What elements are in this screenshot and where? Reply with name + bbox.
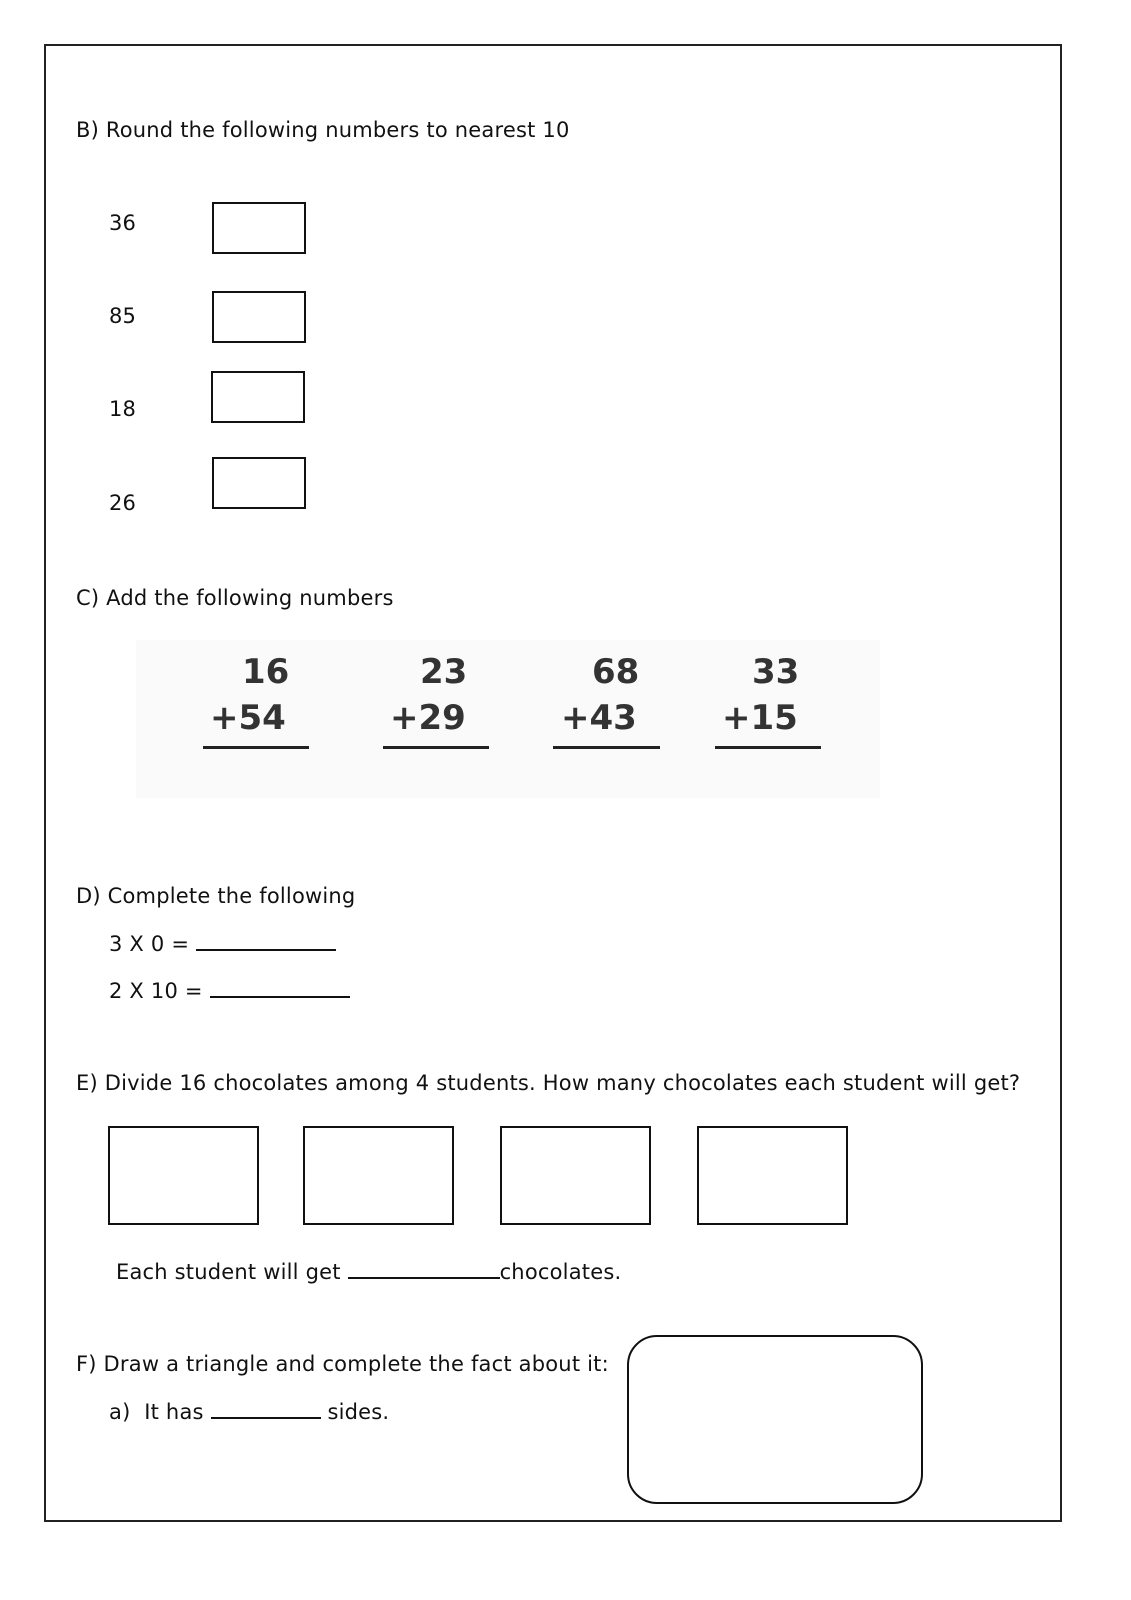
addend-bottom-3: +43 — [561, 698, 637, 738]
addend-top-2: 23 — [420, 652, 468, 692]
addend-bottom-2: +29 — [390, 698, 466, 738]
round-number-2: 85 — [109, 304, 137, 328]
triangle-fact-line — [109, 1397, 389, 1425]
multiplication-question-1: 3 X 0 = — [109, 932, 190, 956]
triangle-drawing-area[interactable] — [627, 1335, 923, 1504]
division-answer-prefix: Each student will get — [116, 1260, 341, 1284]
multiplication-blank-1[interactable] — [196, 929, 336, 951]
addend-bottom-4: +15 — [722, 698, 798, 738]
round-answer-box-2[interactable] — [212, 291, 306, 343]
answer-line-4[interactable] — [715, 746, 821, 749]
section-d-heading: D) Complete the following — [76, 884, 356, 908]
student-box-3[interactable] — [500, 1126, 651, 1225]
round-number-1: 36 — [109, 211, 137, 235]
answer-line-2[interactable] — [383, 746, 489, 749]
round-answer-box-3[interactable] — [211, 371, 305, 423]
answer-line-1[interactable] — [203, 746, 309, 749]
round-answer-box-4[interactable] — [212, 457, 306, 509]
division-answer-blank[interactable] — [348, 1257, 500, 1279]
triangle-fact-label: a) — [109, 1400, 131, 1424]
addend-top-3: 68 — [592, 652, 640, 692]
section-e-heading: E) Divide 16 chocolates among 4 students. How many chocolates each student will get? — [76, 1071, 1021, 1095]
section-b-heading: B) Round the following numbers to nearest 10 — [76, 118, 570, 142]
multiplication-question-2: 2 X 10 = — [109, 979, 203, 1003]
triangle-sides-blank[interactable] — [211, 1397, 321, 1419]
round-number-3: 18 — [109, 397, 137, 421]
multiplication-line-2 — [109, 976, 350, 1004]
triangle-fact-suffix: sides. — [327, 1400, 390, 1424]
addend-top-4: 33 — [752, 652, 800, 692]
division-answer-sentence — [116, 1257, 621, 1285]
round-number-4: 26 — [109, 491, 137, 515]
division-answer-suffix: chocolates. — [499, 1260, 622, 1284]
student-box-4[interactable] — [697, 1126, 848, 1225]
multiplication-blank-2[interactable] — [210, 976, 350, 998]
round-answer-box-1[interactable] — [212, 202, 306, 254]
section-c-heading: C) Add the following numbers — [76, 586, 394, 610]
addend-top-1: 16 — [242, 652, 290, 692]
student-box-1[interactable] — [108, 1126, 259, 1225]
addend-bottom-1: +54 — [210, 698, 286, 738]
student-box-2[interactable] — [303, 1126, 454, 1225]
triangle-fact-prefix: It has — [144, 1400, 204, 1424]
section-f-heading: F) Draw a triangle and complete the fact about it: — [76, 1352, 609, 1376]
multiplication-line-1 — [109, 929, 336, 957]
answer-line-3[interactable] — [553, 746, 660, 749]
